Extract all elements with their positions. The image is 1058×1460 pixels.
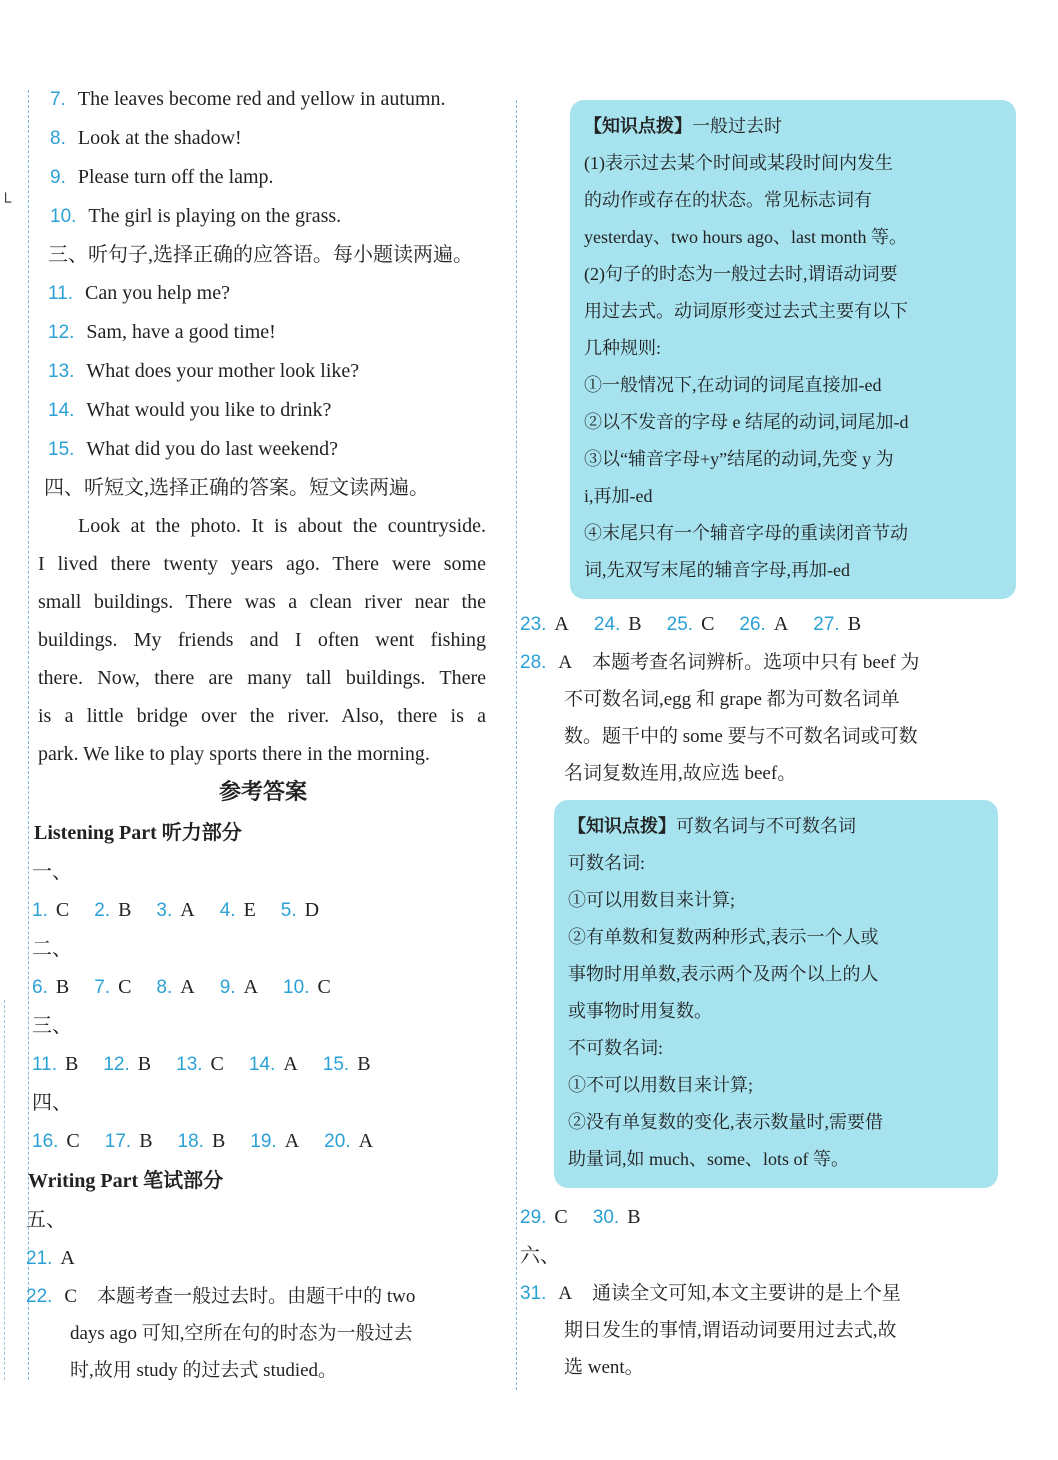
passage-line: small buildings. There was a clean river near the — [38, 591, 486, 613]
box-heading: 【知识点拨】可数名词与不可数名词 — [568, 816, 856, 836]
answer-item: 10. C — [283, 976, 331, 998]
explanation-31: 31. A 通读全文可知,本文主要讲的是上个星 期日发生的事情,谓语动词要用过去式,故 选 went。 — [520, 1275, 1000, 1386]
sentence-item: 11. Can you help me? — [48, 282, 230, 304]
answer-item: 25. C — [666, 613, 715, 635]
answer-row — [520, 1198, 1000, 1237]
answer-item: 6. B — [32, 976, 70, 998]
box-line: ①一般情况下,在动词的词尾直接加-ed — [584, 375, 882, 395]
sentences-group-b — [20, 274, 490, 469]
explanation-line: 数。题干中的 some 要与不可数名词或可数 — [564, 726, 918, 747]
explanation-line: 不可数名词,egg 和 grape 都为可数名词单 — [564, 689, 900, 710]
section-three-heading: 三、听句子,选择正确的应答语。每小题读两遍。 — [48, 244, 473, 266]
passage-line: is a little bridge over the river. Also, there is a — [38, 705, 486, 727]
passage-line: buildings. My friends and I often went fishing — [38, 629, 486, 651]
writing-answers — [20, 1201, 490, 1389]
listening-answers — [20, 853, 490, 1161]
box-line: (1)表示过去某个时间或某段时间内发生 — [584, 153, 893, 173]
explanation-line: 名词复数连用,故应选 beef。 — [564, 763, 797, 784]
answer-item: 16. C — [32, 1130, 80, 1152]
answer-item: 15. B — [322, 1053, 371, 1075]
sentence-item: 12. Sam, have a good time! — [48, 321, 276, 343]
answer-item: 13. C — [176, 1053, 224, 1075]
answers-title: 参考答案 — [218, 780, 307, 805]
sentence-item: 13. What does your mother look like? — [48, 360, 360, 382]
passage-line: park. We like to play sports there in the morning. — [38, 743, 430, 765]
answer-item: 18. B — [177, 1130, 226, 1152]
answer-item: 29. C — [520, 1206, 568, 1228]
knowledge-tip-box-nouns — [554, 800, 998, 1188]
group-label: 三、 — [32, 1015, 72, 1037]
passage-line: there. Now, there are many tall buildings. There — [38, 667, 486, 689]
box-line: 词,先双写末尾的辅音字母,再加-ed — [584, 560, 850, 580]
answer-item: 9. A — [219, 976, 259, 998]
box-line: 或事物时用复数。 — [568, 1001, 712, 1021]
sentences-group-a — [20, 80, 490, 236]
answer-item: 11. B — [32, 1053, 79, 1075]
group-label: 二、 — [32, 938, 72, 960]
explanation-22: 22. C 本题考查一般过去时。由题干中的 two days ago 可知,空所在句的时态为一般过去 时,故用 study 的过去式 studied。 — [26, 1278, 490, 1389]
answer-item: 2. B — [94, 899, 132, 921]
outer-dashed-guide — [4, 1000, 5, 1380]
group-label: 四、 — [32, 1092, 72, 1114]
box-line: 用过去式。动词原形变过去式主要有以下 — [584, 301, 908, 321]
answer-item: 30. B — [592, 1206, 641, 1228]
box-line: 可数名词: — [568, 853, 646, 873]
box-line: ③以“辅音字母+y”结尾的动词,先变 y 为 — [584, 449, 894, 469]
answer-item: 19. A — [250, 1130, 300, 1152]
group-label: 一、 — [32, 861, 72, 883]
box-line: ①可以用数目来计算; — [568, 890, 736, 910]
answer-item: 26. A — [739, 613, 789, 635]
box-line: 的动作或存在的状态。常见标志词有 — [584, 190, 872, 210]
explanation-line: 时,故用 study 的过去式 studied。 — [70, 1360, 338, 1381]
knowledge-tip-box-past-tense — [570, 100, 1016, 599]
answer-item: 23. A — [520, 613, 569, 635]
sentence-item: 10. The girl is playing on the grass. — [50, 205, 342, 227]
explanation-line: days ago 可知,空所在句的时态为一般过去 — [70, 1323, 413, 1344]
box-line: 事物时用单数,表示两个及两个以上的人 — [568, 964, 879, 984]
answer-row — [26, 1239, 490, 1278]
answer-item: 24. B — [593, 613, 642, 635]
answer-item: 1. C — [32, 899, 70, 921]
section-six-label: 六、 — [520, 1245, 560, 1267]
sentence-item: 7. The leaves become red and yellow in autumn. — [50, 88, 446, 110]
passage-line: I lived there twenty years ago. There were some — [38, 553, 486, 575]
sentence-item: 15. What did you do last weekend? — [48, 438, 339, 460]
answer-item: 5. D — [280, 899, 320, 921]
explanation-line: 期日发生的事情,谓语动词要用过去式,故 — [564, 1320, 897, 1341]
left-column — [20, 80, 490, 1389]
passage-line: Look at the photo. It is about the countryside. — [78, 515, 486, 537]
answer-item: 4. E — [219, 899, 256, 921]
box-heading: 【知识点拨】一般过去时 — [584, 116, 782, 136]
box-line: ①不可以用数目来计算; — [568, 1075, 753, 1095]
box-line: ②有单数和复数两种形式,表示一个人或 — [568, 927, 879, 947]
answer-item: 3. A — [156, 899, 195, 921]
box-line: i,再加-ed — [584, 486, 653, 506]
answer-item: 20. A — [324, 1130, 374, 1152]
answer-row — [32, 891, 490, 930]
box-line: 助量词,如 much、some、lots of 等。 — [568, 1149, 849, 1169]
box-line: ②没有单复数的变化,表示数量时,需要借 — [568, 1112, 883, 1132]
sentence-item: 14. What would you like to drink? — [48, 399, 332, 421]
answer-row — [32, 968, 490, 1007]
box-line: yesterday、two hours ago、last month 等。 — [584, 227, 907, 247]
column-divider — [516, 100, 517, 1390]
answer-item: 21. A — [26, 1247, 75, 1269]
section-five-label: 五、 — [26, 1209, 66, 1231]
writing-part-label: Writing Part 笔试部分 — [28, 1170, 224, 1192]
box-line: 不可数名词: — [568, 1038, 664, 1058]
sentence-item: 8. Look at the shadow! — [50, 127, 242, 149]
section-four-heading: 四、听短文,选择正确的答案。短文读两遍。 — [44, 477, 429, 499]
answer-item: 8. A — [156, 976, 195, 998]
sentence-item: 9. Please turn off the lamp. — [50, 166, 274, 188]
answer-item: 7. C — [94, 976, 132, 998]
answer-row — [32, 1045, 490, 1084]
answer-item: 14. A — [248, 1053, 298, 1075]
box-line: ④末尾只有一个辅音字母的重读闭音节动 — [584, 523, 908, 543]
box-line: ②以不发音的字母 e 结尾的动词,词尾加-d — [584, 412, 909, 432]
edge-mark: └ — [0, 194, 12, 211]
explanation-28: 28. A 本题考查名词辨析。选项中只有 beef 为 不可数名词,egg 和 grape 都为可数名词单 数。题干中的 some 要与不可数名词或可数 名词复数连用,故应选 beef。 — [520, 644, 1000, 792]
explanation-line: 选 went。 — [564, 1357, 644, 1378]
listening-passage — [20, 507, 486, 773]
answer-row — [32, 1122, 490, 1161]
right-column — [520, 100, 1000, 1386]
box-line: 几种规则: — [584, 338, 662, 358]
answer-item: 27. B — [813, 613, 862, 635]
answer-row — [520, 605, 1000, 644]
listening-part-label: Listening Part 听力部分 — [34, 822, 242, 844]
answer-item: 12. B — [103, 1053, 152, 1075]
answer-item: 17. B — [104, 1130, 153, 1152]
box-line: (2)句子的时态为一般过去时,谓语动词要 — [584, 264, 898, 284]
